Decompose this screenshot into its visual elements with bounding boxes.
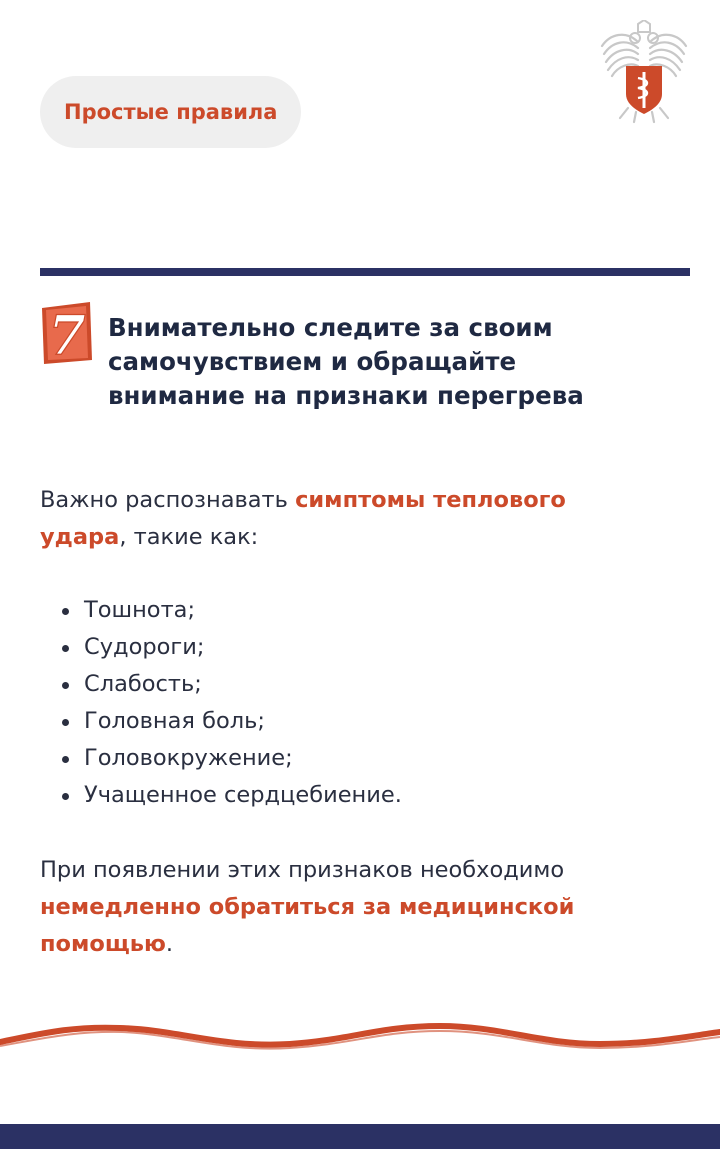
- bullet-icon: [62, 682, 69, 689]
- bottom-band: [0, 1124, 720, 1149]
- list-item: [40, 666, 680, 703]
- ministry-emblem-icon: [598, 20, 690, 124]
- list-item: [40, 740, 680, 777]
- list-item: [40, 592, 680, 629]
- list-item: [40, 629, 680, 666]
- step-number-text: 7: [48, 303, 86, 366]
- intro-text: , такие как:: [119, 524, 259, 550]
- intro-highlight: удара: [40, 524, 120, 550]
- advice-text: При появлении этих признаков необходимо: [40, 857, 565, 883]
- advice-text: .: [165, 931, 173, 957]
- list-item-text: Головная боль;: [84, 708, 265, 734]
- list-item-text: Судороги;: [84, 634, 205, 660]
- list-item-text: Тошнота;: [84, 597, 196, 623]
- bullet-icon: [62, 608, 69, 615]
- step-heading-line: Внимательно следите за своим: [108, 313, 553, 342]
- advice-paragraph: [40, 852, 680, 963]
- bullet-icon: [62, 645, 69, 652]
- bullet-icon: [62, 719, 69, 726]
- symptoms-list: [40, 592, 680, 814]
- top-divider: [40, 268, 690, 276]
- list-item: [40, 703, 680, 740]
- intro-highlight: симптомы теплового: [295, 487, 566, 513]
- step-heading-line: внимание на признаки перегрева: [108, 381, 584, 410]
- bullet-icon: [62, 793, 69, 800]
- intro-paragraph: [40, 482, 680, 556]
- decorative-wave: [0, 1004, 720, 1064]
- intro-text: Важно распознавать: [40, 487, 296, 513]
- list-item-text: Слабость;: [84, 671, 202, 697]
- bullet-icon: [62, 756, 69, 763]
- step-heading: [108, 311, 698, 413]
- section-pill-label: Простые правила: [64, 100, 278, 124]
- section-pill: [40, 76, 301, 148]
- step-heading-line: самочувствием и обращайте: [108, 347, 517, 376]
- advice-highlight: помощью: [40, 931, 166, 957]
- list-item-text: Головокружение;: [84, 745, 293, 771]
- list-item-text: Учащенное сердцебиение.: [84, 782, 402, 808]
- step-number-badge: [38, 300, 94, 366]
- list-item: [40, 777, 680, 814]
- advice-highlight: немедленно обратиться за медицинской: [40, 894, 575, 920]
